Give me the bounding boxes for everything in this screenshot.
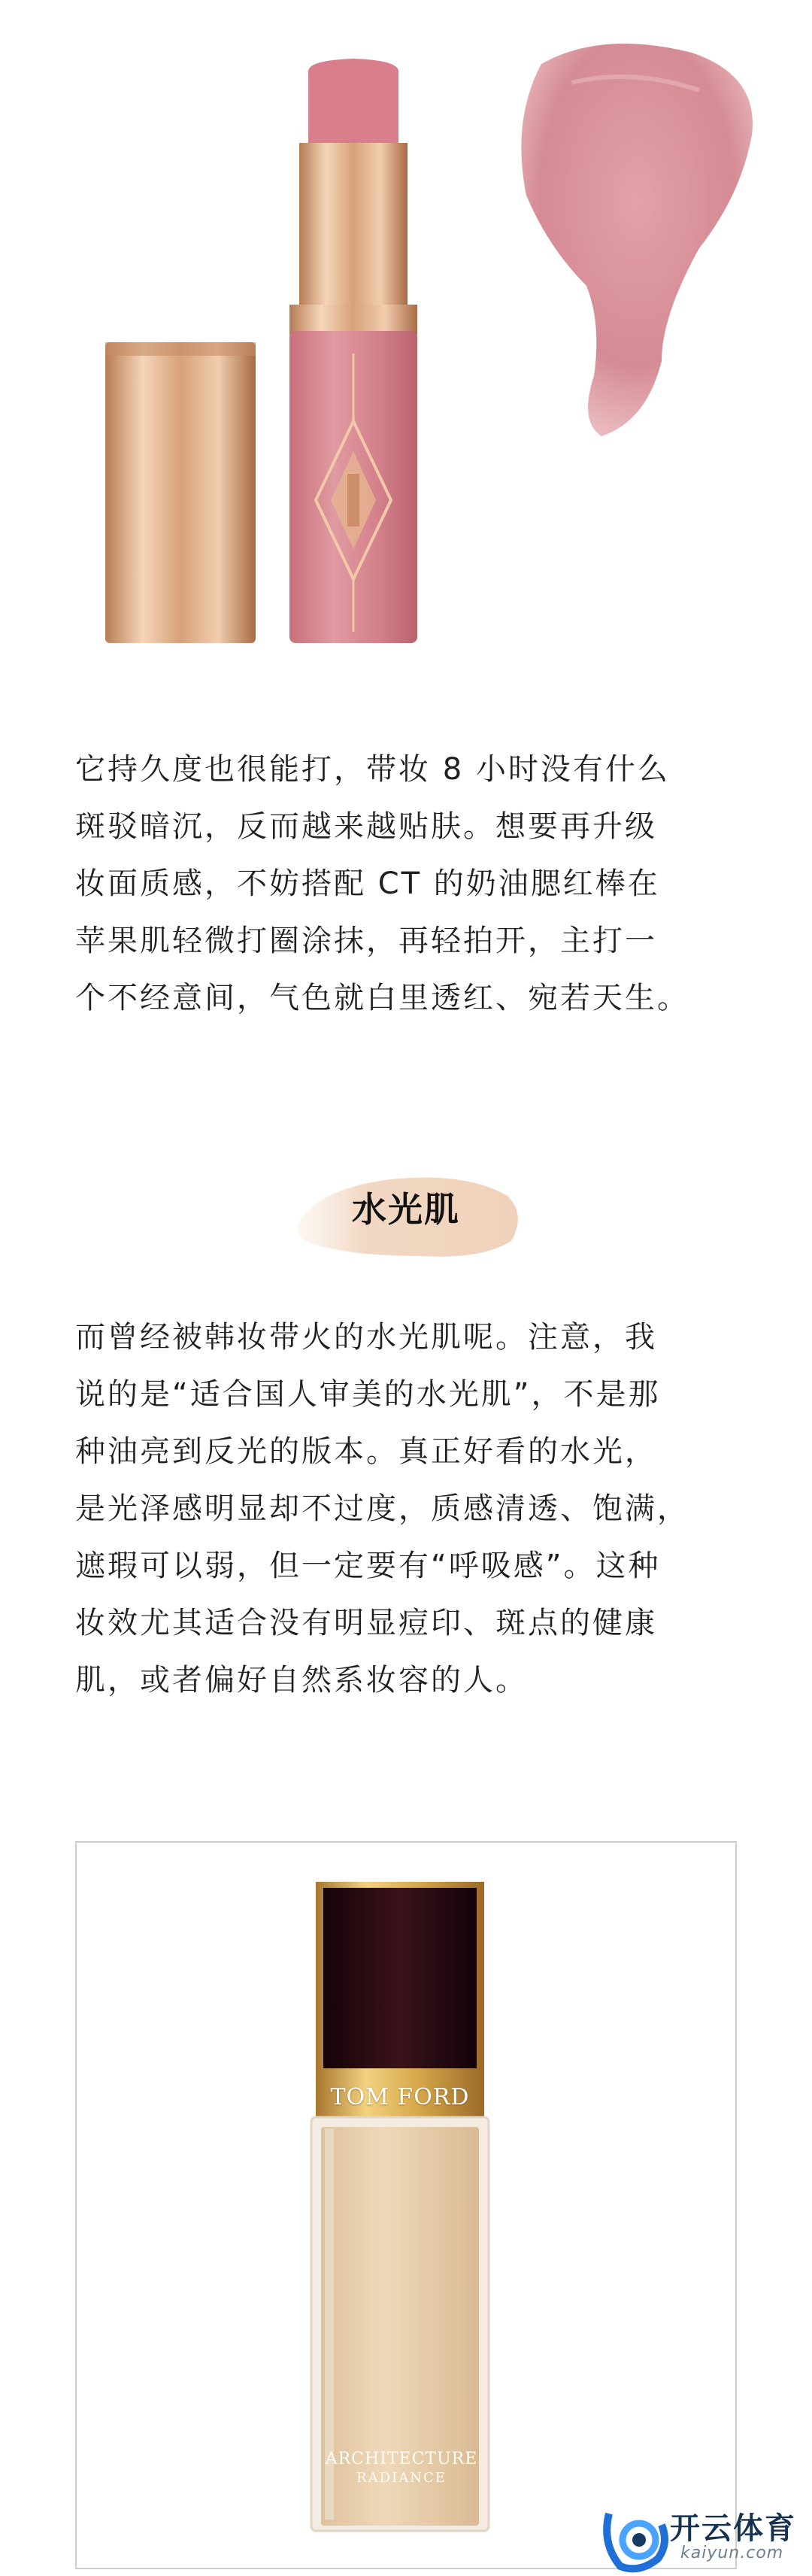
watermark-name: 开云体育 xyxy=(670,2511,796,2546)
paragraph-line: 而曾经被韩妆带火的水光肌呢。注意，我 xyxy=(75,1320,657,1355)
watermark-domain: kaiyun.com xyxy=(680,2544,784,2562)
paragraph-line: 种油亮到反光的版本。真正好看的水光， xyxy=(75,1434,657,1469)
bottle-product-subname: RADIANCE xyxy=(356,2470,447,2486)
bottle-product-name: ARCHITECTURE xyxy=(325,2450,478,2468)
paragraph-line: 肌，或者偏好自然系妆容的人。 xyxy=(75,1663,528,1698)
blush-cap xyxy=(105,342,256,643)
paragraph-line: 说的是“适合国人审美的水光肌”，不是那 xyxy=(75,1377,661,1412)
paragraph-glow-skin xyxy=(75,1309,737,1709)
watermark xyxy=(598,2499,812,2576)
paragraph-line: 斑驳暗沉，反而越来越贴肤。想要再升级 xyxy=(75,809,657,844)
brand-label: TOM FORD xyxy=(330,2084,470,2110)
paragraph-line: 遮瑕可以弱，但一定要有“呼吸感”。这种 xyxy=(75,1549,661,1583)
section-heading xyxy=(0,1143,812,1271)
blush-swatch xyxy=(521,44,753,436)
paragraph-line: 个不经意间，气色就白里透红、宛若天生。 xyxy=(75,981,689,1015)
paragraph-line: 妆效尤其适合没有明显痘印、斑点的健康 xyxy=(75,1606,657,1640)
kaiyun-logo-icon xyxy=(598,2499,673,2576)
foundation-product-image xyxy=(75,1841,737,2569)
blush-stick-illustration xyxy=(0,0,812,662)
paragraph-line: 它持久度也很能打，带妆 8 小时没有什么 xyxy=(75,752,670,787)
blush-stick-product-image xyxy=(0,0,812,662)
blush-stick-product xyxy=(308,59,398,150)
paragraph-line: 妆面质感，不妨搭配 CT 的奶油腮红棒在 xyxy=(75,866,660,901)
paragraph-blush-description xyxy=(75,741,737,1027)
paragraph-line: 是光泽感明显却不过度，质感清透、饱满， xyxy=(75,1491,689,1526)
section-title: 水光肌 xyxy=(352,1189,460,1230)
paragraph-line: 苹果肌轻微打圈涂抹，再轻拍开，主打一 xyxy=(75,924,657,958)
